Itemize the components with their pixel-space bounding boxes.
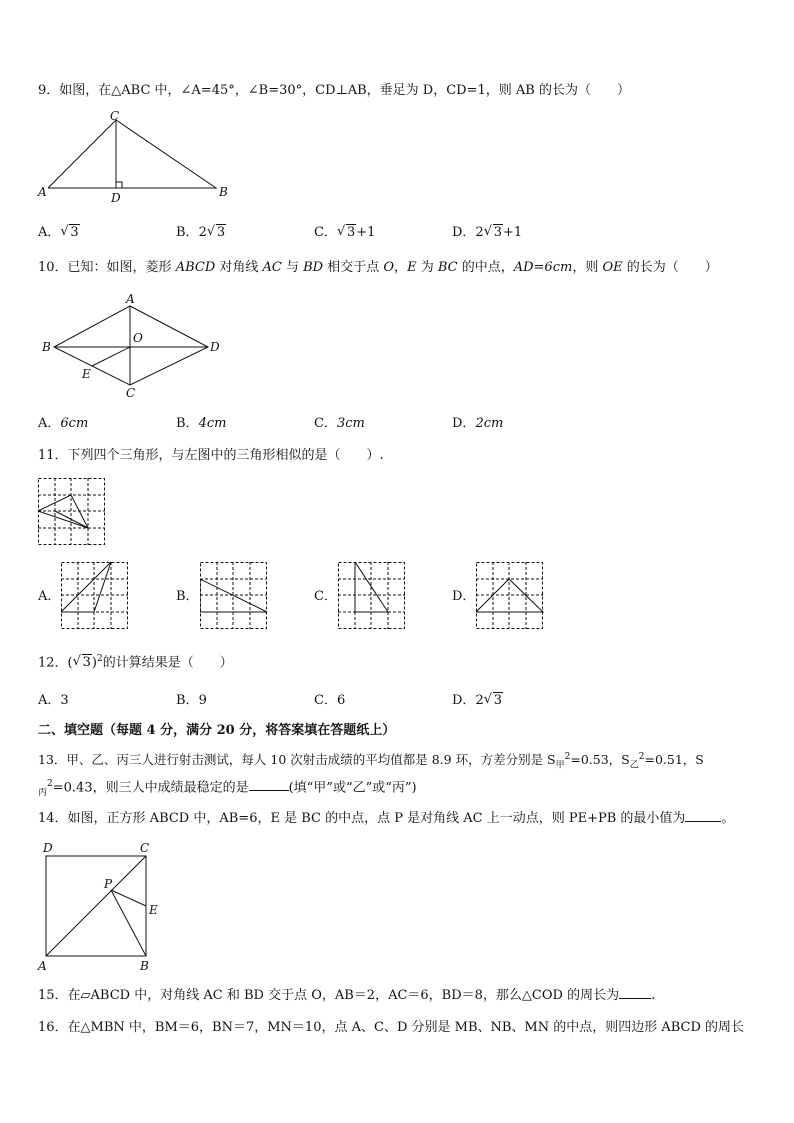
q12-option-a[interactable]: A．3 [38, 693, 69, 708]
q14-square-figure [36, 838, 166, 976]
q14-answer-blank[interactable] [685, 821, 721, 822]
q14-label-d: D [43, 841, 53, 855]
q12-option-c[interactable]: C．6 [314, 693, 346, 708]
q14-label-p: P [104, 877, 113, 891]
q12-stem: 12．(√ 3)$^2$的计算结果是（ ） [38, 650, 233, 672]
q10-option-c[interactable]: C．3cm [314, 416, 365, 431]
q14-label-b: B [140, 959, 149, 973]
q9-option-a[interactable]: A．√ 3 [38, 224, 80, 242]
q10-label-a: A [126, 292, 135, 306]
q9-triangle-figure [36, 110, 236, 205]
q9-stem: 9．如图，在△ABC 中，∠A=45°，∠B=30°，CD⊥AB，垂足为 D，CD=1，则 AB 的长为（ ） [38, 83, 630, 98]
q16-stem: 16．在△MBN 中，BM＝6，BN＝7，MN＝10，点 A、C、D 分别是 MB、NB、MN 的中点，则四边形 ABCD 的周长 [38, 1020, 745, 1035]
q10-rhombus-figure [36, 290, 236, 400]
q10-stem: 10．已知：如图，菱形 ABCD 对角线 AC 与 BD 相交于点 O，E 为 BC 的中点，AD=6cm，则 OE 的长为（ ） [38, 260, 718, 275]
q15-stem: 15．在▱ABCD 中，对角线 AC 和 BD 交于点 O，AB＝2，AC＝6，BD＝8，那么△COD 的周长为 . [38, 988, 656, 1003]
q10-label-b: B [42, 340, 51, 354]
q11-option-d-grid [476, 562, 546, 632]
q9-option-c[interactable]: C．√ 3+1 [314, 224, 375, 242]
q11-option-a[interactable]: A． [38, 589, 61, 604]
q14-stem: 14．如图，正方形 ABCD 中，AB=6，E 是 BC 的中点，点 P 是对角线 AC 上一动点，则 PE+PB 的最小值为 。 [38, 811, 735, 826]
q15-answer-blank[interactable] [619, 998, 651, 999]
q10-label-c: C [126, 386, 136, 400]
q14-label-e: E [149, 903, 158, 917]
q11-option-b-grid [200, 562, 270, 632]
q10-label-o: O [133, 331, 143, 345]
q11-stem: 11．下列四个三角形，与左图中的三角形相似的是（ ）. [38, 448, 384, 463]
section-2-title: 二、填空题（每题 4 分，满分 20 分，将答案填在答题纸上） [38, 723, 396, 738]
q13-line-1: 13．甲、乙、丙三人进行射击测试，每人 10 次射击成绩的平均值都是 8.9 环，方差分别是 $S_甲^2=0.53$，$S_乙^2=0.51$，S [38, 752, 704, 771]
q13-line-2: $_丙^2$=0.43，则三人中成绩最稳定的是 (填“甲”或“乙”或“丙”) [38, 779, 417, 798]
q11-option-a-grid [61, 562, 131, 632]
q9-option-b[interactable]: B．2√ 3 [176, 224, 226, 242]
q11-option-d[interactable]: D． [452, 589, 476, 604]
q12-option-b[interactable]: B．9 [176, 693, 207, 708]
q11-option-c-grid [338, 562, 408, 632]
q11-option-c[interactable]: C． [314, 589, 337, 604]
q14-label-c: C [140, 841, 150, 855]
q13-answer-blank[interactable] [249, 790, 289, 791]
q10-label-d: D [210, 340, 220, 354]
q9-label-a: A [38, 185, 47, 199]
q9-option-d[interactable]: D．2√ 3+1 [452, 224, 522, 242]
q9-label-d: D [111, 191, 121, 205]
q9-label-b: B [219, 185, 228, 199]
q12-option-d[interactable]: D．2√ 3 [452, 692, 503, 710]
q10-option-a[interactable]: A．6cm [38, 416, 89, 431]
q10-label-e: E [82, 367, 91, 381]
q10-option-b[interactable]: B．4cm [176, 416, 227, 431]
q9-label-c: C [110, 110, 120, 123]
q11-reference-grid [38, 478, 108, 548]
q11-option-b[interactable]: B． [176, 589, 199, 604]
q10-option-d[interactable]: D．2cm [452, 416, 504, 431]
q14-label-a: A [38, 959, 47, 973]
